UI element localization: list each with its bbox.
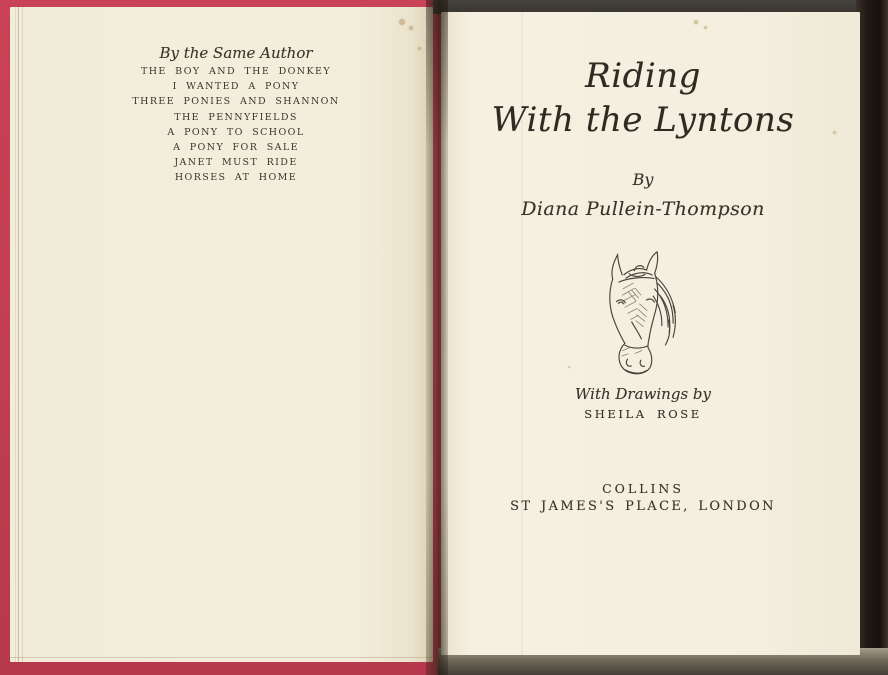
publisher-name: COLLINS [602,481,684,496]
horse-head-sketch-icon [595,249,690,385]
book-list-item: THE BOY AND THE DONKEY [140,66,332,77]
foxing-spot [409,26,413,30]
foxing-spot [568,366,570,368]
right-page-title-page [441,12,860,655]
book-list-item: THE PENNYFIELDS [174,111,298,123]
left-page [10,7,433,662]
book-title-line1: Riding [585,56,701,96]
book-list-item: THREE PONIES AND SHANNON [132,96,340,108]
same-author-heading: By the Same Author [159,44,313,62]
foxing-spot [833,131,836,134]
book-list-item: HORSES AT HOME [174,172,298,184]
drawings-credit-line: With Drawings by [575,385,711,403]
same-author-block [36,7,436,662]
spine-gutter-shadow [426,0,448,675]
page-edge-line [22,7,23,662]
same-author-list [36,64,436,186]
foxing-spot [694,20,698,24]
illustrator-name: SHEILA ROSE [584,407,702,421]
foxing-spot [399,19,405,25]
book-title-line2: With the Lyntons [491,100,795,140]
book-list-item: JANET MUST RIDE [174,157,298,169]
page-edge-line [18,7,19,662]
foxing-spot [418,47,421,50]
book-list-item: A PONY TO SCHOOL [167,126,305,138]
book-list-item: I WANTED A PONY [172,81,300,93]
byline: By [632,170,654,189]
book-list-item: A PONY FOR SALE [173,142,299,154]
publisher-address: ST JAMES'S PLACE, LONDON [510,499,776,514]
page-edge-line [15,7,16,662]
book-board-edge-right [856,0,888,675]
foxing-spot [704,26,707,29]
title-page-block [441,12,845,655]
author-name: Diana Pullein-Thompson [521,198,765,220]
